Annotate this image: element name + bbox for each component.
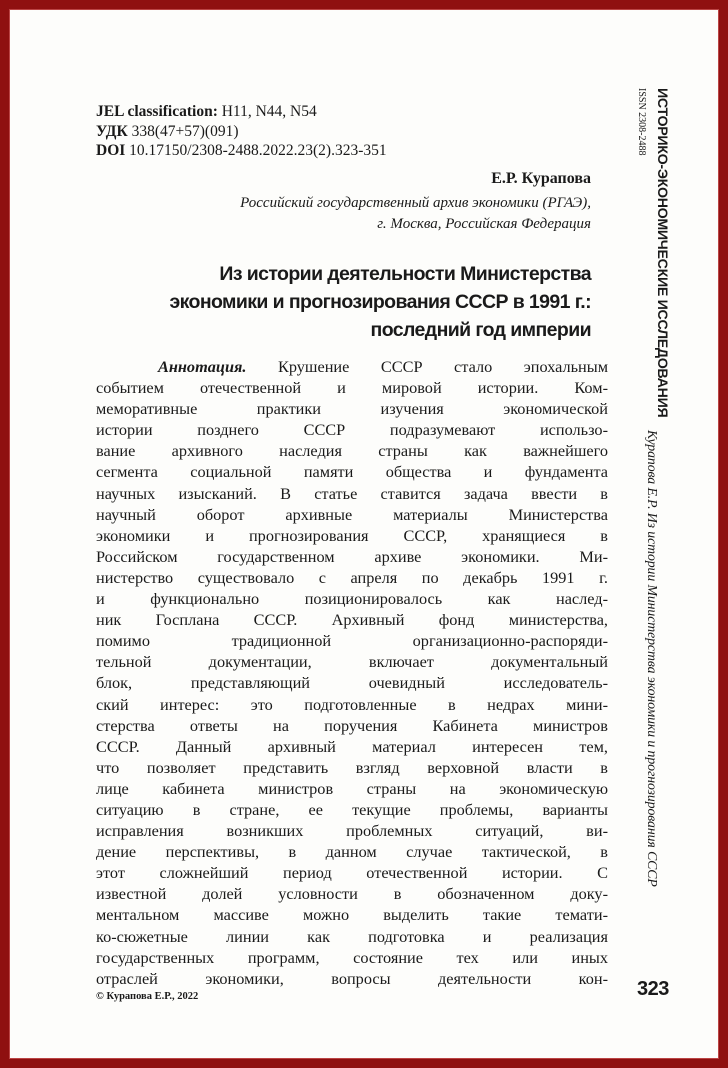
abstract-line: стерства ответы на поручения Кабинета министров bbox=[96, 715, 608, 735]
abstract-line: истории позднего СССР подразумевают использо- bbox=[96, 420, 608, 440]
abstract-line: блок, представляющий очевидный исследователь- bbox=[96, 673, 608, 693]
abstract-line: нистерство существовало с апреля по декабрь 1991 г. bbox=[96, 567, 608, 587]
abstract-line: научных изысканий. В статье ставится задача ввести в bbox=[96, 483, 608, 503]
abstract-line: исправления возникших проблемных ситуаций, ви- bbox=[96, 821, 608, 841]
title-line: Из истории деятельности Министерства bbox=[219, 263, 591, 285]
abstract-line: ментальном массиве можно выделить такие темати- bbox=[96, 905, 608, 925]
abstract-line: ко-сюжетные линии как подготовка и реализация bbox=[96, 926, 608, 946]
abstract-line: что позволяет представить взгляд верховной власти в bbox=[96, 757, 608, 777]
abstract-line: событием отечественной и мировой истории. Ком- bbox=[96, 378, 608, 398]
issn: ISSN 2308-2488 bbox=[636, 88, 647, 156]
title-line: экономики и прогнозирования СССР в 1991 г.: bbox=[169, 291, 591, 313]
abstract-line: Российском государственном архиве экономики. Ми- bbox=[96, 546, 608, 566]
udk-line: УДК 338(47+57)(091) bbox=[96, 122, 239, 140]
abstract-line: государственных программ, состояние тех или иных bbox=[96, 947, 608, 967]
abstract-line: ник Госплана СССР. Архивный фонд министерства, bbox=[96, 610, 608, 630]
abstract bbox=[96, 356, 608, 989]
abstract-line: сегмента социальной памяти общества и фундамента bbox=[96, 462, 608, 482]
abstract-line: тельной документации, включает документальный bbox=[96, 652, 608, 672]
abstract-line: ситуацию в стране, ее текущие проблемы, варианты bbox=[96, 799, 608, 819]
abstract-line: СССР. Данный архивный материал интересен тем, bbox=[96, 736, 608, 756]
copyright: © Курапова Е.Р., 2022 bbox=[96, 991, 199, 1002]
abstract-line: вание архивного наследия страны как важнейшего bbox=[96, 441, 608, 461]
doi-line: DOI 10.17150/2308-2488.2022.23(2).323-351 bbox=[96, 142, 387, 159]
page-number: 323 bbox=[637, 978, 669, 1000]
author-name: Е.Р. Курапова bbox=[491, 170, 591, 187]
abstract-line: и функционально позиционировалось как наслед- bbox=[96, 589, 608, 609]
abstract-label: Аннотация. bbox=[158, 357, 247, 376]
affiliation-line: г. Москва, Российская Федерация bbox=[377, 216, 591, 232]
abstract-line: этот сложнейший период отечественной истории. С bbox=[96, 863, 608, 883]
author-affiliation bbox=[131, 193, 591, 235]
article-title bbox=[121, 260, 591, 344]
running-reference: Курапова Е.Р. Из истории Министерства экономики и прогнозирования СССР bbox=[645, 430, 660, 887]
abstract-line: помимо традиционной организационно-распоряди- bbox=[96, 631, 608, 651]
title-line: последний год империи bbox=[370, 319, 591, 341]
journal-name: ИСТОРИКО-ЭКОНОМИЧЕСКИЕ ИССЛЕДОВАНИЯ bbox=[654, 88, 670, 418]
jel-line: JEL classification: H11, N44, N54 bbox=[96, 103, 317, 120]
abstract-line: отраслей экономики, вопросы деятельности кон- bbox=[96, 968, 608, 988]
abstract-line: экономики и прогнозирования СССР, хранящиеся в bbox=[96, 525, 608, 545]
article-metadata bbox=[96, 102, 387, 161]
abstract-line: дение перспективы, в данном случае тактической, в bbox=[96, 842, 608, 862]
abstract-line: лице кабинета министров страны на экономическую bbox=[96, 778, 608, 798]
journal-page bbox=[9, 9, 719, 1059]
abstract-line: известной долей условности в обозначенном доку- bbox=[96, 884, 608, 904]
abstract-line: меморативные практики изучения экономической bbox=[96, 399, 608, 419]
affiliation-line: Российский государственный архив экономики (РГАЭ), bbox=[240, 195, 591, 211]
abstract-line: ский интерес: это подготовленные в недрах мини- bbox=[96, 694, 608, 714]
abstract-line: Аннотация. Крушение СССР стало эпохальным bbox=[158, 357, 608, 376]
abstract-line: научный оборот архивные материалы Министерства bbox=[96, 504, 608, 524]
